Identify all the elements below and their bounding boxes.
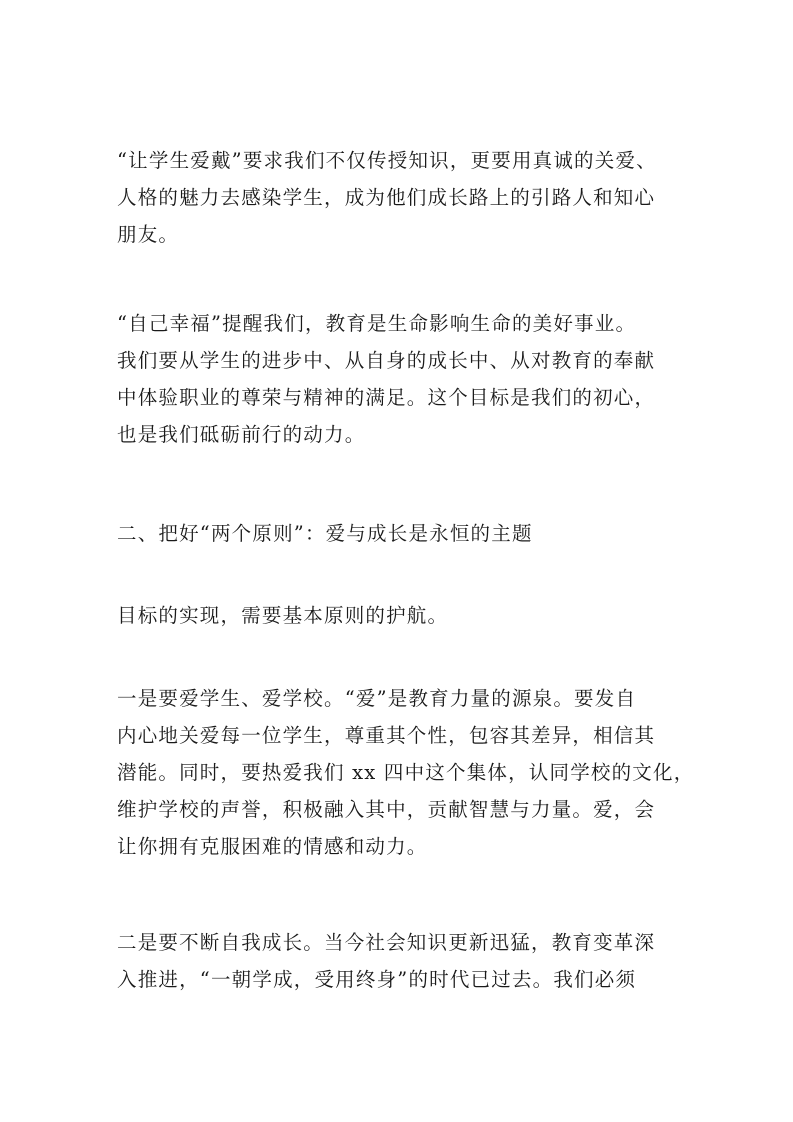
text-line: 朋友。: [117, 223, 180, 246]
text-line: 我们要从学生的进步中、从自身的成长中、从对教育的奉献: [117, 349, 656, 372]
text-line: 入推进，“一朝学成，受用终身”的时代已过去。我们必须: [117, 968, 637, 991]
paragraph-student-love: [117, 142, 687, 253]
text-line: 维护学校的声誉，积极融入其中，贡献智慧与力量。爱，会: [117, 798, 656, 821]
text-line: 二、把好“两个原则”：爱与成长是永恒的主题: [117, 522, 533, 545]
text-line: 一是要爱学生、爱学校。“爱”是教育力量的源泉。要发自: [117, 687, 637, 710]
text-line: 潜能。同时，要热爱我们 xx 四中这个集体，认同学校的文化，: [117, 761, 695, 784]
paragraph-self-happiness: [117, 305, 687, 453]
paragraph-goal-realization: [117, 597, 687, 634]
text-line: 目标的实现，需要基本原则的护航。: [117, 604, 449, 627]
text-line: 内心地关爱每一位学生，尊重其个性，包容其差异，相信其: [117, 724, 656, 747]
paragraph-self-growth: [117, 924, 687, 998]
text-line: 也是我们砥砺前行的动力。: [117, 423, 366, 446]
text-line: 人格的魅力去感染学生，成为他们成长路上的引路人和知心: [117, 186, 656, 209]
text-line: 让你拥有克服困难的情感和动力。: [117, 835, 428, 858]
text-line: “让学生爱戴”要求我们不仅传授知识，更要用真诚的关爱、: [117, 149, 657, 172]
section-heading-two-principles: [117, 515, 687, 552]
text-line: 中体验职业的尊荣与精神的满足。这个目标是我们的初心，: [117, 386, 656, 409]
text-line: “自己幸福”提醒我们，教育是生命影响生命的美好事业。: [117, 312, 637, 335]
paragraph-love-students-school: [117, 680, 695, 865]
text-line: 二是要不断自我成长。当今社会知识更新迅猛，教育变革深: [117, 931, 656, 954]
